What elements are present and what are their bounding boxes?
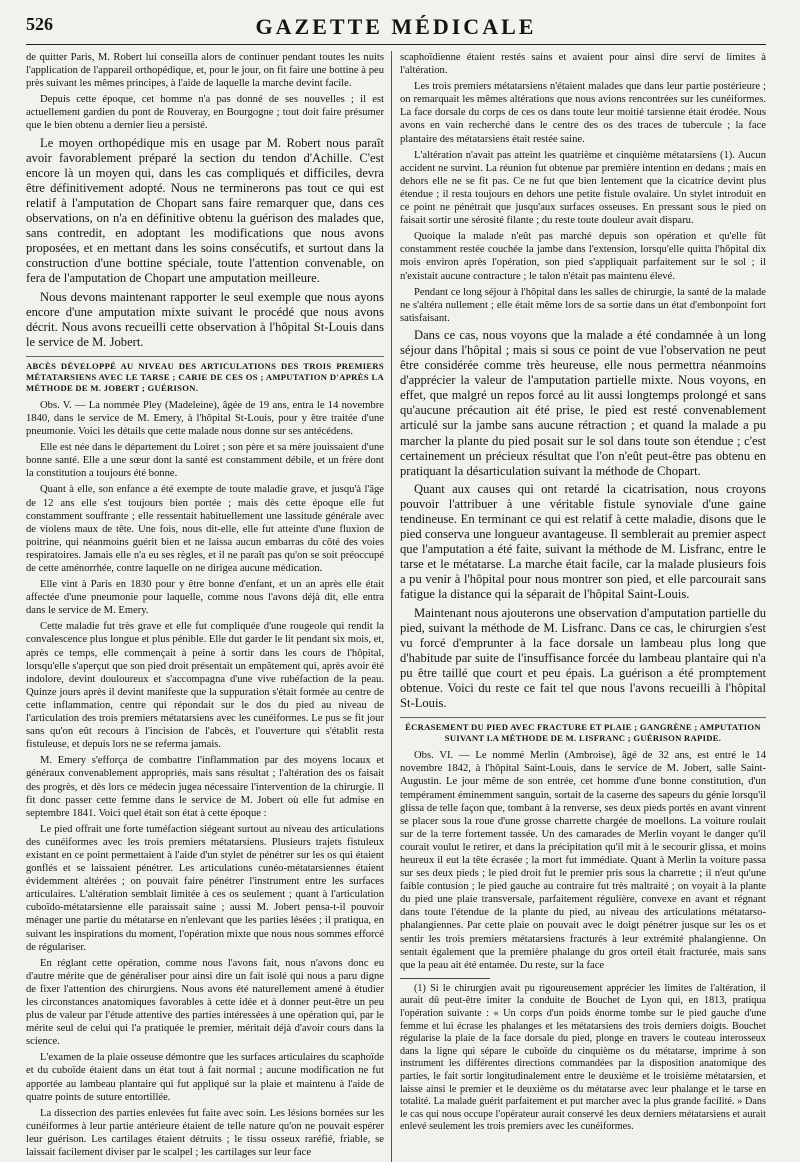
paragraph: Elle est née dans le département du Loiret ; son père et sa mère jouissaient d'une bonne santé. Elle a une sœur dont la santé est constamment débile, et un frère dont la constitution a toujours été bonne. — [26, 442, 384, 480]
paragraph: Depuis cette époque, cet homme n'a pas donné de ses nouvelles ; il est actuellement gardien du pont de Rouveray, en Bourgogne ; tout doit faire présumer que le bien obtenu a dernier lieu a persisté. — [26, 94, 384, 132]
paragraph: Obs. VI. — Le nommé Merlin (Ambroise), âgé de 32 ans, est entré le 14 novembre 1842, à l'hôpital Saint-Louis, dans le service de M. Jobert, salle Saint-Augustin. Le jour même de son entrée, cet homme d'une bonne constitution, d'un tempérament éminemment sanguin, sortait de la caserne des sapeurs du génie lorsqu'il glissa de telle façon que, tombant à la renverse, ses deux pieds portés en avant vinrent se placer sous la roue d'une grosse charrette chargée de moellons. La voiture roulait sur de la terre fortement tassée. Un des camarades de Merlin voyant le danger qu'il courait voulut le retirer, et dans la précipitation qu'il mit à le secourir glissa, et moins heureux il eut la tête écrasée ; la mort fut immédiate. Quant à Merlin la voiture passa sur ses deux pieds ; le pied droit fut le premier pris sous la charrette ; il n'eut qu'une faible contusion ; le pied gauche au contraire fut très maltraité ; on voyait à la plante du pied une plaie transversale, parfaitement régulière, convexe en avant et régnant dans toute l'étendue de la plante du pied, au niveau des articulations métatarso-phalangiennes. Par cette plaie on pouvait avec le doigt pénétrer jusque sur les os et sentir les trois premiers métatarsiens fracturés à leur extrémité phalangienne. On sentait également que la première phalange du gros orteil était fracturée, mais sans que la peau ait été entamée. Du reste, sur la face — [400, 750, 766, 971]
case-heading: ABCÈS DÉVELOPPÉ AU NIVEAU DES ARTICULATIONS DES TROIS PREMIERS MÉTATARSIENS AVEC LE TARSE ; CARIE DE CES OS ; AMPUTATION D'APRÈS LA MÉTHODE DE M. JOBERT ; GUÉRISON. — [26, 356, 384, 394]
paragraph: de quitter Paris, M. Robert lui conseilla alors de continuer pendant toutes les nuits l'application de l'appareil orthopédique, et, pour le jour, on fit faire une bottine à peu près suivant les mêmes principes, à l'aide de laquelle la marche devint facile. — [26, 52, 384, 90]
paragraph: M. Emery s'efforça de combattre l'inflammation par des moyens locaux et généraux convenablement appropriés, mais sans résultat ; l'altération des os faisait des progrès, et dès lors ce médecin jugea nécessaire l'intervention de la chirurgie. Il fit donc passer cette femme dans le service de M. Jobert où elle fut admise en septembre 1841. Voici quel était son état à cette époque : — [26, 755, 384, 819]
paragraph: Le pied offrait une forte tuméfaction siégeant surtout au niveau des articulations des cunéiformes avec les trois premiers métatarsiens. Plusieurs trajets fistuleux existant en ce point permettaient à l'aide d'un stylet de pénétrer sur les os qui étaient gonflés et se laissaient pénétrer. Les articulations cunéo-métatarsiennes étaient évidemment altérées ; on pouvait faire pénétrer l'instrument entre les surfaces articulaires. L'altération semblait limitée à ces os seulement ; quant à l'articulation cuboïdo-métatarsienne elle paraissait saine ; aussi M. Jobert pensa-t-il pouvoir ménager une partie du métatarse en n'enlevant que les parties lésées ; il pratiqua, en suivant les inspirations du moment, l'opération mixte que nous nous sommes efforcé de régulariser. — [26, 823, 384, 953]
paragraph: Le moyen orthopédique mis en usage par M. Robert nous paraît avoir favorablement préparé la section du tendon d'Achille. C'est encore là un moyen qui, dans les cas compliqués et difficiles, devra être définitivement adopté. Nous ne terminerons pas tout ce qui est relatif à l'amputation de Chopart sans faire remarquer que, dans ces observations, on n'a en définitive obtenu la guérison des malades que, sans contredit, en adoptant les modifications que nous avons proposées, et en mettant dans les soins consécutifs, et surtout dans la construction d'une bottine spéciale, toute l'attention convenable, on fera de l'amputation de Chopart une amputation meilleure. — [26, 135, 384, 286]
left-column — [26, 51, 384, 1162]
page-number: 526 — [26, 14, 53, 34]
paragraph: L'examen de la plaie osseuse démontre que les surfaces articulaires du scaphoïde et du cuboïde étaient dans un état tout à fait normal ; aucune modification ne fut apportée au lambeau plantaire qui fut appliqué sur la plaie et maintenu à l'aide de quatre points de suture entortillée. — [26, 1052, 384, 1103]
paragraph: Nous devons maintenant rapporter le seul exemple que nous ayons encore d'une amputation mixte suivant le procédé que nous avons décrit. Nous avons recueilli cette observation à l'hôpital St-Louis dans le service de M. Jobert. — [26, 289, 384, 349]
masthead — [26, 14, 766, 45]
case-heading: ÉCRASEMENT DU PIED AVEC FRACTURE ET PLAIE ; GANGRÈNE ; AMPUTATION SUIVANT LA MÉTHODE DE M. LISFRANC ; GUÉRISON RAPIDE. — [400, 717, 766, 744]
journal-title: GAZETTE MÉDICALE — [255, 14, 537, 39]
paragraph: Quant à elle, son enfance a été exempte de toute maladie grave, et jusqu'à l'âge de 12 ans elle s'est toujours bien portée ; mais dès cette époque elle fut constamment souffrante ; elle ressentait habituellement une lassitude générale avec de violens maux de tête. Une fois, nous dit-elle, elle fut atteinte d'une fluxion de poitrine, qui néanmoins guérit bien et ne laissa aucun embarras du côté des voies respiratoires. Jamais elle n'a eu ses règles, et il ne paraît pas qu'on se soit préoccupé de cette aménorrhée, contre laquelle on ne dirigea aucune médication. — [26, 484, 384, 574]
paragraph: La dissection des parties enlevées fut faite avec soin. Les lésions bornées sur les cunéiformes à leur partie antérieure étaient de telle nature qu'on ne pouvait espérer leur guérison. Les cartilages étaient détruits ; le tissu osseux raréfié, friable, se laissait facilement diviser par le scalpel ; les cartilages sur leur face — [26, 1107, 384, 1159]
paragraph: L'altération n'avait pas atteint les quatrième et cinquième métatarsiens (1). Aucun accident ne survint. La réunion fut obtenue par première intention en dedans ; mais en dehors elle ne se fit pas. Ce ne fut que bien lentement que la cicatrice devint plus étendue ; il resta toujours en dehors une petite fistule ovalaire. Un stylet introduit en ce point ne pénétrait que jusqu'aux surfaces osseuses. En pressant sous le pied on faisait sortir une sérosité filante ; du reste toute douleur avait disparu. — [400, 149, 766, 227]
footnote-divider — [400, 978, 490, 979]
paragraph: Pendant ce long séjour à l'hôpital dans les salles de chirurgie, la santé de la malade ne s'altéra nullement ; elle était même lors de sa sortie dans un état d'embonpoint fort satisfaisant. — [400, 286, 766, 324]
paragraph: Maintenant nous ajouterons une observation d'amputation partielle du pied, suivant la méthode de M. Lisfranc. Dans ce cas, le chirurgien s'est vu forcé d'emprunter à la face dorsale un lambeau plus long que d'habitude par suite de l'insuffisance forcée du lambeau plantaire qui n'a pu être taillé que court et peu épais. La guérison a été promptement obtenue. Voici du reste ce fait tel que nous l'avons recueilli à l'hôpital St-Louis. — [400, 605, 766, 711]
footnote: (1) Si le chirurgien avait pu rigoureusement apprécier les limites de l'altération, il aurait dû peut-être imiter la conduite de Bouchet de Lyon qui, en 1813, pratiqua l'opération suivante : « Un corps d'un poids énorme tombe sur le pied gauche d'une femme et lui écrase les phalanges et les métatarsiens des trois derniers doigts. Bouchet régularise la plaie de la face dorsale du pied, plonge en travers le couteau interosseux dans la ligne qui sépare le cuboïde du cinquième os du métatarse, imprime à son instrument les différentes directions commandées par la disposition anatomique des parties, le fait sortir longitudinalement entre le deuxième et le troisième métatarsien, et laisse ainsi le premier et le deuxième os du métatarse avec leur phalange et le tarse en totalité. La malade guérit parfaitement et put marcher avec la plus grande facilité. » Dans le cas qui nous occupe l'opérateur aurait conservé les deux derniers métatarsiens et aurait enlevé seulement les trois premiers avec les cunéiformes. — [400, 982, 766, 1133]
paragraph: Dans ce cas, nous voyons que la malade a été condamnée à un long séjour dans l'hôpital ; mais si sous ce point de vue l'observation ne peut être considérée comme très heureuse, elle nous permettra néanmoins d'apprécier la valeur de l'amputation partielle mixte. Nous voyons, en effet, que malgré un repos forcé au lit aussi longtemps prolongé et sans qu'aucune précaution ait été prise, le pied est resté convenablement articulé sur la jambe sans aucune rétraction ; et quand la malade a pu marcher la plante du pied posait sur le sol dans toute son étendue ; c'est certainement un précieux résultat que l'on n'eût peut-être pas obtenu en pratiquant la désarticulation suivant la méthode de Chopart. — [400, 327, 766, 478]
paragraph: Les trois premiers métatarsiens n'étaient malades que dans leur partie postérieure ; on remarquait les mêmes altérations que nous avions rencontrées sur les cunéiformes. La face dorsale du corps de ces os dans toute leur moitié tarsienne était érodée. Nous avons en vain recherché dans le centre des os des traces de tubercule ; la face plantaire des métatarsiens était restée saine. — [400, 81, 766, 145]
paragraph: En réglant cette opération, comme nous l'avons fait, nous n'avons donc eu d'autre mérite que de généraliser pour ainsi dire un fait isolé qui nous a paru digne de fixer l'attention des chirurgiens. Nous avons été naturellement amené à étudier les circonstances anatomiques favorables à cette idée et à donner peut-être un peu plus de valeur par l'étude attentive des parties intéressées à une opération qui, par le mérite seul de celui qui l'a pratiquée le premier, méritait déjà d'avoir cours dans la science. — [26, 957, 384, 1048]
paragraph: Elle vint à Paris en 1830 pour y être bonne d'enfant, et un an après elle était affectée d'une pneumonie pour laquelle, comme nous l'avons déjà dit, elle entra dans le service de M. Emery. — [26, 579, 384, 617]
paragraph: Quoique la malade n'eût pas marché depuis son opération et qu'elle fût constamment restée couchée la jambe dans l'extension, lorsqu'elle quitta l'hôpital dix mois environ après l'opération, son pied s'appliquait parfaitement sur le sol ; il n'existait aucune contracture ; le talon n'était pas maintenu élevé. — [400, 231, 766, 282]
paragraph: Quant aux causes qui ont retardé la cicatrisation, nous croyons pouvoir l'attribuer à une véritable fistule synoviale d'une gaine tendineuse. En terminant ce qui est relatif à cette maladie, disons que le pied conserva une longueur avantageuse. Il semblerait au premier aspect que l'amputation a été faite, suivant la méthode de M. Lisfranc, entre le tarse et le métatarse. La marche était facile, car la malade plusieurs fois a pu venir à l'hôpital pour nous montrer son pied, et elle parcourait sans fatigue la distance qui la séparait de l'hôpital Saint-Louis. — [400, 481, 766, 602]
paragraph: scaphoïdienne étaient restés sains et avaient pour ainsi dire servi de limites à l'altération. — [400, 52, 766, 77]
text-columns — [26, 51, 766, 1162]
paragraph: Obs. V. — La nommée Pley (Madeleine), âgée de 19 ans, entra le 14 novembre 1840, dans le service de M. Emery, à l'hôpital St-Louis, pour y être traitée d'une pneumonie. Voici les détails que cette malade nous donne sur ses antécédens. — [26, 399, 384, 438]
right-column — [391, 51, 766, 1162]
paragraph: Cette maladie fut très grave et elle fut compliquée d'une rougeole qui rendit la convalescence plus longue et plus pénible. Elle dut garder le lit pendant six mois, et, après ce temps, elle commençait à peine à sortir dans les cours de l'hôpital, lorsqu'elle s'aperçut que son pied droit présentait un empâtement qui, après avoir été indolore, devint douloureux et s'accompagna d'une vive rubéfaction de la peau. Quinze jours après il devint manifeste que la suppuration s'était formée au centre de cette inflammation, centre qui répondait sur le dos du pied au niveau de l'articulation des trois premiers métatarsiens avec les cunéiformes. Le pus se fit jour sans qu'on eût recours à l'incision de l'abcès, et l'ouverture qui s'établit resta fistuleuse, et depuis lors ne se referma jamais. — [26, 621, 384, 751]
